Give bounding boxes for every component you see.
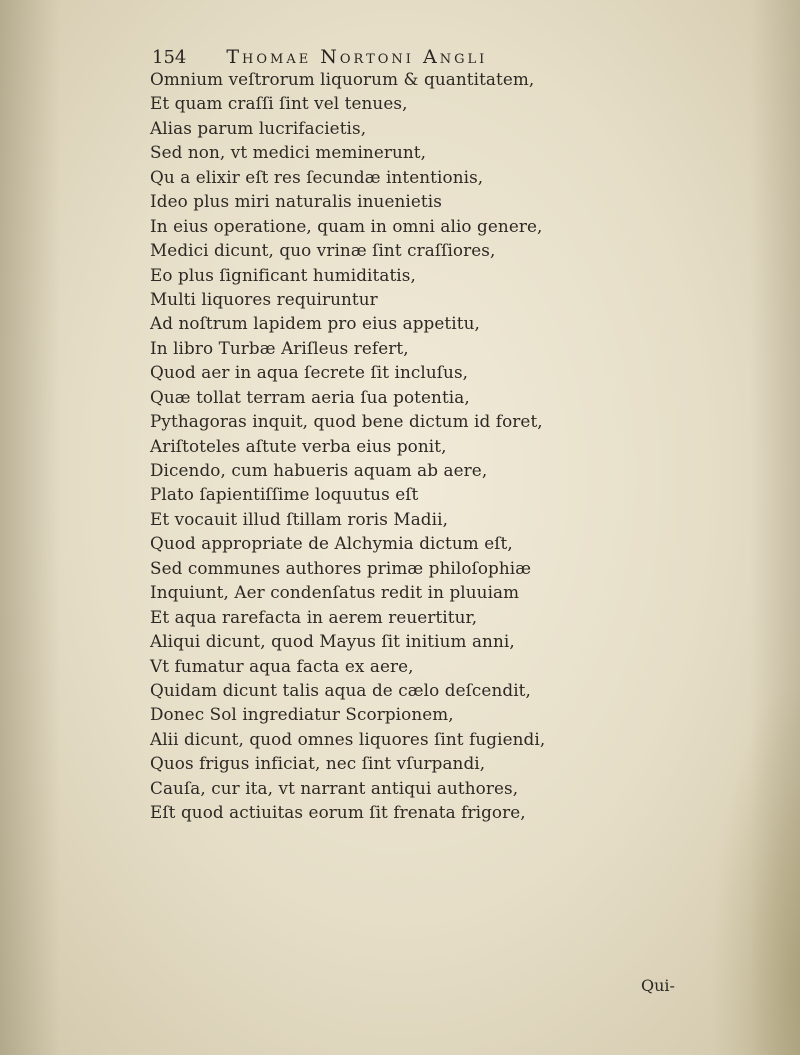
running-head: Thomae Nortoni Angli xyxy=(226,46,488,68)
verse-line: Multi liquores requiruntur xyxy=(150,288,378,309)
verse-line: In eius operatione, quam in omni alio genere, xyxy=(150,215,543,236)
verse-line: Medici dicunt, quo vrinæ ſint craſſiores, xyxy=(150,240,496,261)
verse-line: Et quam craſſi ſint vel tenues, xyxy=(150,93,408,114)
verse-block xyxy=(150,67,690,825)
verse-line: Plato ſapientiſſime loquutus eſt xyxy=(150,484,419,505)
verse-line: Cauſa, cur ita, vt narrant antiqui authores, xyxy=(150,777,519,798)
verse-line: Alii dicunt, quod omnes liquores ſint fugiendi, xyxy=(150,728,546,749)
verse-line: Aliqui dicunt, quod Mayus ſit initium anni, xyxy=(150,631,515,652)
verse-line: Eo plus ſignificant humiditatis, xyxy=(150,264,416,285)
verse-line: Quod aer in aqua ſecrete ſit incluſus, xyxy=(150,362,469,383)
catchword: Qui- xyxy=(641,976,675,995)
verse-line: Sed communes authores primæ philoſophiæ xyxy=(150,557,532,578)
verse-line: Quos frigus inficiat, nec ſint vſurpandi, xyxy=(150,753,486,774)
verse-line: Alias parum lucrifacietis, xyxy=(150,117,367,138)
verse-line: Ideo plus miri naturalis inuenietis xyxy=(150,191,442,212)
verse-line: In libro Turbæ Ariſleus refert, xyxy=(150,337,409,358)
verse-line: Et aqua rarefacta in aerem reuertitur, xyxy=(150,606,478,627)
verse-line: Vt fumatur aqua facta ex aere, xyxy=(150,655,414,676)
verse-line: Inquiunt, Aer condenſatus redit in pluuiam xyxy=(150,582,520,603)
verse-line: Quod appropriate de Alchymia dictum eſt, xyxy=(150,533,513,554)
verse-line: Omnium veſtrorum liquorum & quantitatem, xyxy=(150,69,535,89)
verse-line: Sed non, vt medici meminerunt, xyxy=(150,142,427,163)
page-header xyxy=(152,46,672,68)
verse-line: Quæ tollat terram aeria ſua potentia, xyxy=(150,386,470,407)
verse-line: Qu a elixir eſt res ſecundæ intentionis, xyxy=(150,166,484,187)
verse-line: Ariſtoteles aſtute verba eius ponit, xyxy=(150,435,447,456)
verse-line: Eſt quod actiuitas eorum ſit frenata frigore, xyxy=(150,802,526,823)
verse-line: Et vocauit illud ſtillam roris Madii, xyxy=(150,508,449,529)
page-stain xyxy=(710,675,800,1055)
page-number: 154 xyxy=(152,47,187,68)
verse-line: Donec Sol ingrediatur Scorpionem, xyxy=(150,704,454,725)
verse-line: Ad noſtrum lapidem pro eius appetitu, xyxy=(150,313,480,334)
verse-line: Pythagoras inquit, quod bene dictum id foret, xyxy=(150,411,543,432)
page-edge-shadow xyxy=(0,0,60,1055)
verse-line: Dicendo, cum habueris aquam ab aere, xyxy=(150,460,488,480)
verse-line: Quidam dicunt talis aqua de cælo deſcendit, xyxy=(150,679,531,700)
